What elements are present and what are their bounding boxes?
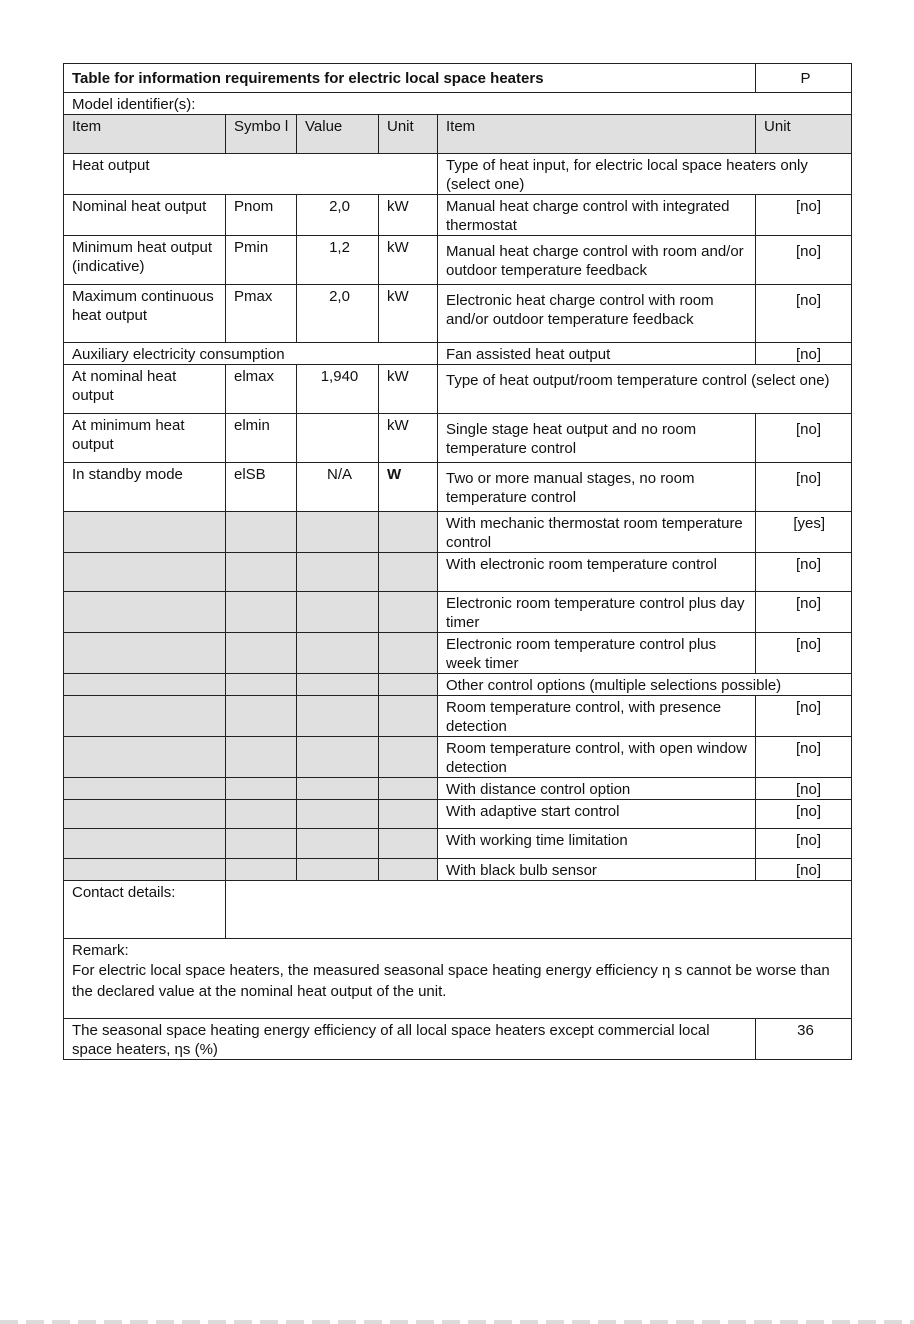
blank-cell	[64, 553, 226, 592]
blank-cell	[297, 696, 379, 737]
blank-cell	[64, 859, 226, 881]
blank-cell	[297, 553, 379, 592]
left-unit: kW	[379, 285, 438, 343]
contact-label: Contact details:	[64, 881, 226, 939]
blank-cell	[297, 674, 379, 696]
blank-cell	[379, 696, 438, 737]
blank-cell	[379, 633, 438, 674]
blank-cell	[64, 592, 226, 633]
right-item: Electronic heat charge control with room and/or outdoor temperature feedback	[438, 285, 756, 343]
left-symbol: elSB	[226, 463, 297, 512]
right-item: Manual heat charge control with integrated thermostat	[438, 195, 756, 236]
blank-cell	[297, 778, 379, 800]
left-unit: kW	[379, 236, 438, 285]
seasonal-efficiency-label: The seasonal space heating energy efficiency of all local space heaters except commercial local space heaters, ηs (%)	[64, 1019, 756, 1060]
model-identifier: Model identifier(s):	[64, 93, 852, 115]
right-unit: [no]	[756, 859, 852, 881]
right-item: Electronic room temperature control plus day timer	[438, 592, 756, 633]
blank-cell	[297, 592, 379, 633]
right-item: With working time limitation	[438, 829, 756, 859]
blank-cell	[297, 800, 379, 829]
left-symbol: Pmax	[226, 285, 297, 343]
right-unit: [no]	[756, 592, 852, 633]
header-unit-right: Unit	[756, 115, 852, 154]
output-type-heading: Type of heat output/room temperature control (select one)	[438, 365, 852, 414]
contact-details-value	[226, 881, 852, 939]
blank-cell	[226, 553, 297, 592]
header-value: Value	[297, 115, 379, 154]
blank-cell	[226, 829, 297, 859]
blank-cell	[226, 859, 297, 881]
left-value: 2,0	[297, 285, 379, 343]
right-item: Room temperature control, with open window detection	[438, 737, 756, 778]
table-title: Table for information requirements for electric local space heaters	[64, 64, 756, 93]
blank-cell	[297, 512, 379, 553]
left-item: In standby mode	[64, 463, 226, 512]
right-item: Electronic room temperature control plus week timer	[438, 633, 756, 674]
right-unit: [no]	[756, 553, 852, 592]
remark-label: Remark:	[72, 942, 129, 959]
left-item: Maximum continuous heat output	[64, 285, 226, 343]
right-item: Room temperature control, with presence detection	[438, 696, 756, 737]
blank-cell	[379, 778, 438, 800]
heat-input-type-heading: Type of heat input, for electric local space heaters only (select one)	[438, 154, 852, 195]
left-unit: kW	[379, 195, 438, 236]
blank-cell	[297, 829, 379, 859]
blank-cell	[297, 737, 379, 778]
left-unit: kW	[379, 414, 438, 463]
header-unit: Unit	[379, 115, 438, 154]
right-unit: [no]	[756, 285, 852, 343]
header-item: Item	[64, 115, 226, 154]
blank-cell	[379, 737, 438, 778]
table-title-right: P	[756, 64, 852, 93]
blank-cell	[379, 512, 438, 553]
blank-cell	[226, 737, 297, 778]
right-item: Fan assisted heat output	[438, 343, 756, 365]
right-unit: [no]	[756, 343, 852, 365]
blank-cell	[226, 633, 297, 674]
blank-cell	[226, 512, 297, 553]
seasonal-efficiency-value: 36	[756, 1019, 852, 1060]
right-unit: [no]	[756, 800, 852, 829]
blank-cell	[379, 553, 438, 592]
left-value: 1,940	[297, 365, 379, 414]
blank-cell	[64, 674, 226, 696]
blank-cell	[379, 829, 438, 859]
right-unit: [no]	[756, 737, 852, 778]
blank-cell	[297, 633, 379, 674]
right-item: With black bulb sensor	[438, 859, 756, 881]
left-value: N/A	[297, 463, 379, 512]
blank-cell	[226, 800, 297, 829]
right-item: With mechanic thermostat room temperature control	[438, 512, 756, 553]
info-table	[63, 63, 852, 1060]
blank-cell	[379, 800, 438, 829]
right-item: Single stage heat output and no room temperature control	[438, 414, 756, 463]
remark-block	[64, 939, 852, 1019]
left-symbol: Pnom	[226, 195, 297, 236]
heat-output-heading: Heat output	[64, 154, 438, 195]
blank-cell	[226, 778, 297, 800]
right-item: Two or more manual stages, no room temperature control	[438, 463, 756, 512]
right-unit: [no]	[756, 414, 852, 463]
right-unit: [no]	[756, 195, 852, 236]
right-unit: [no]	[756, 696, 852, 737]
left-symbol: elmax	[226, 365, 297, 414]
blank-cell	[64, 737, 226, 778]
right-item: With electronic room temperature control	[438, 553, 756, 592]
left-item: Minimum heat output (indicative)	[64, 236, 226, 285]
blank-cell	[64, 696, 226, 737]
blank-cell	[64, 633, 226, 674]
right-unit: [yes]	[756, 512, 852, 553]
right-item: With adaptive start control	[438, 800, 756, 829]
blank-cell	[226, 696, 297, 737]
blank-cell	[64, 829, 226, 859]
blank-cell	[379, 674, 438, 696]
left-symbol: Pmin	[226, 236, 297, 285]
blank-cell	[226, 674, 297, 696]
right-unit: [no]	[756, 778, 852, 800]
left-value: 1,2	[297, 236, 379, 285]
header-item-right: Item	[438, 115, 756, 154]
left-item: At minimum heat output	[64, 414, 226, 463]
page-bottom-artifact	[0, 1320, 914, 1324]
blank-cell	[379, 592, 438, 633]
right-item: With distance control option	[438, 778, 756, 800]
right-unit: [no]	[756, 463, 852, 512]
right-unit: [no]	[756, 829, 852, 859]
left-item: At nominal heat output	[64, 365, 226, 414]
info-requirements-sheet	[63, 63, 851, 1060]
right-item: Manual heat charge control with room and/or outdoor temperature feedback	[438, 236, 756, 285]
left-unit: W	[379, 463, 438, 512]
blank-cell	[64, 778, 226, 800]
blank-cell	[379, 859, 438, 881]
left-value: 2,0	[297, 195, 379, 236]
left-symbol: elmin	[226, 414, 297, 463]
right-unit: [no]	[756, 633, 852, 674]
left-value	[297, 414, 379, 463]
blank-cell	[297, 859, 379, 881]
right-unit: [no]	[756, 236, 852, 285]
header-symbol: Symbo l	[226, 115, 297, 154]
remark-text: For electric local space heaters, the measured seasonal space heating energy efficiency η s cannot be worse than the declared value at the nominal heat output of the unit.	[72, 962, 830, 1000]
aux-consumption-heading: Auxiliary electricity consumption	[64, 343, 438, 365]
blank-cell	[64, 800, 226, 829]
left-item: Nominal heat output	[64, 195, 226, 236]
left-unit: kW	[379, 365, 438, 414]
other-options-heading: Other control options (multiple selections possible)	[438, 674, 852, 696]
blank-cell	[226, 592, 297, 633]
blank-cell	[64, 512, 226, 553]
